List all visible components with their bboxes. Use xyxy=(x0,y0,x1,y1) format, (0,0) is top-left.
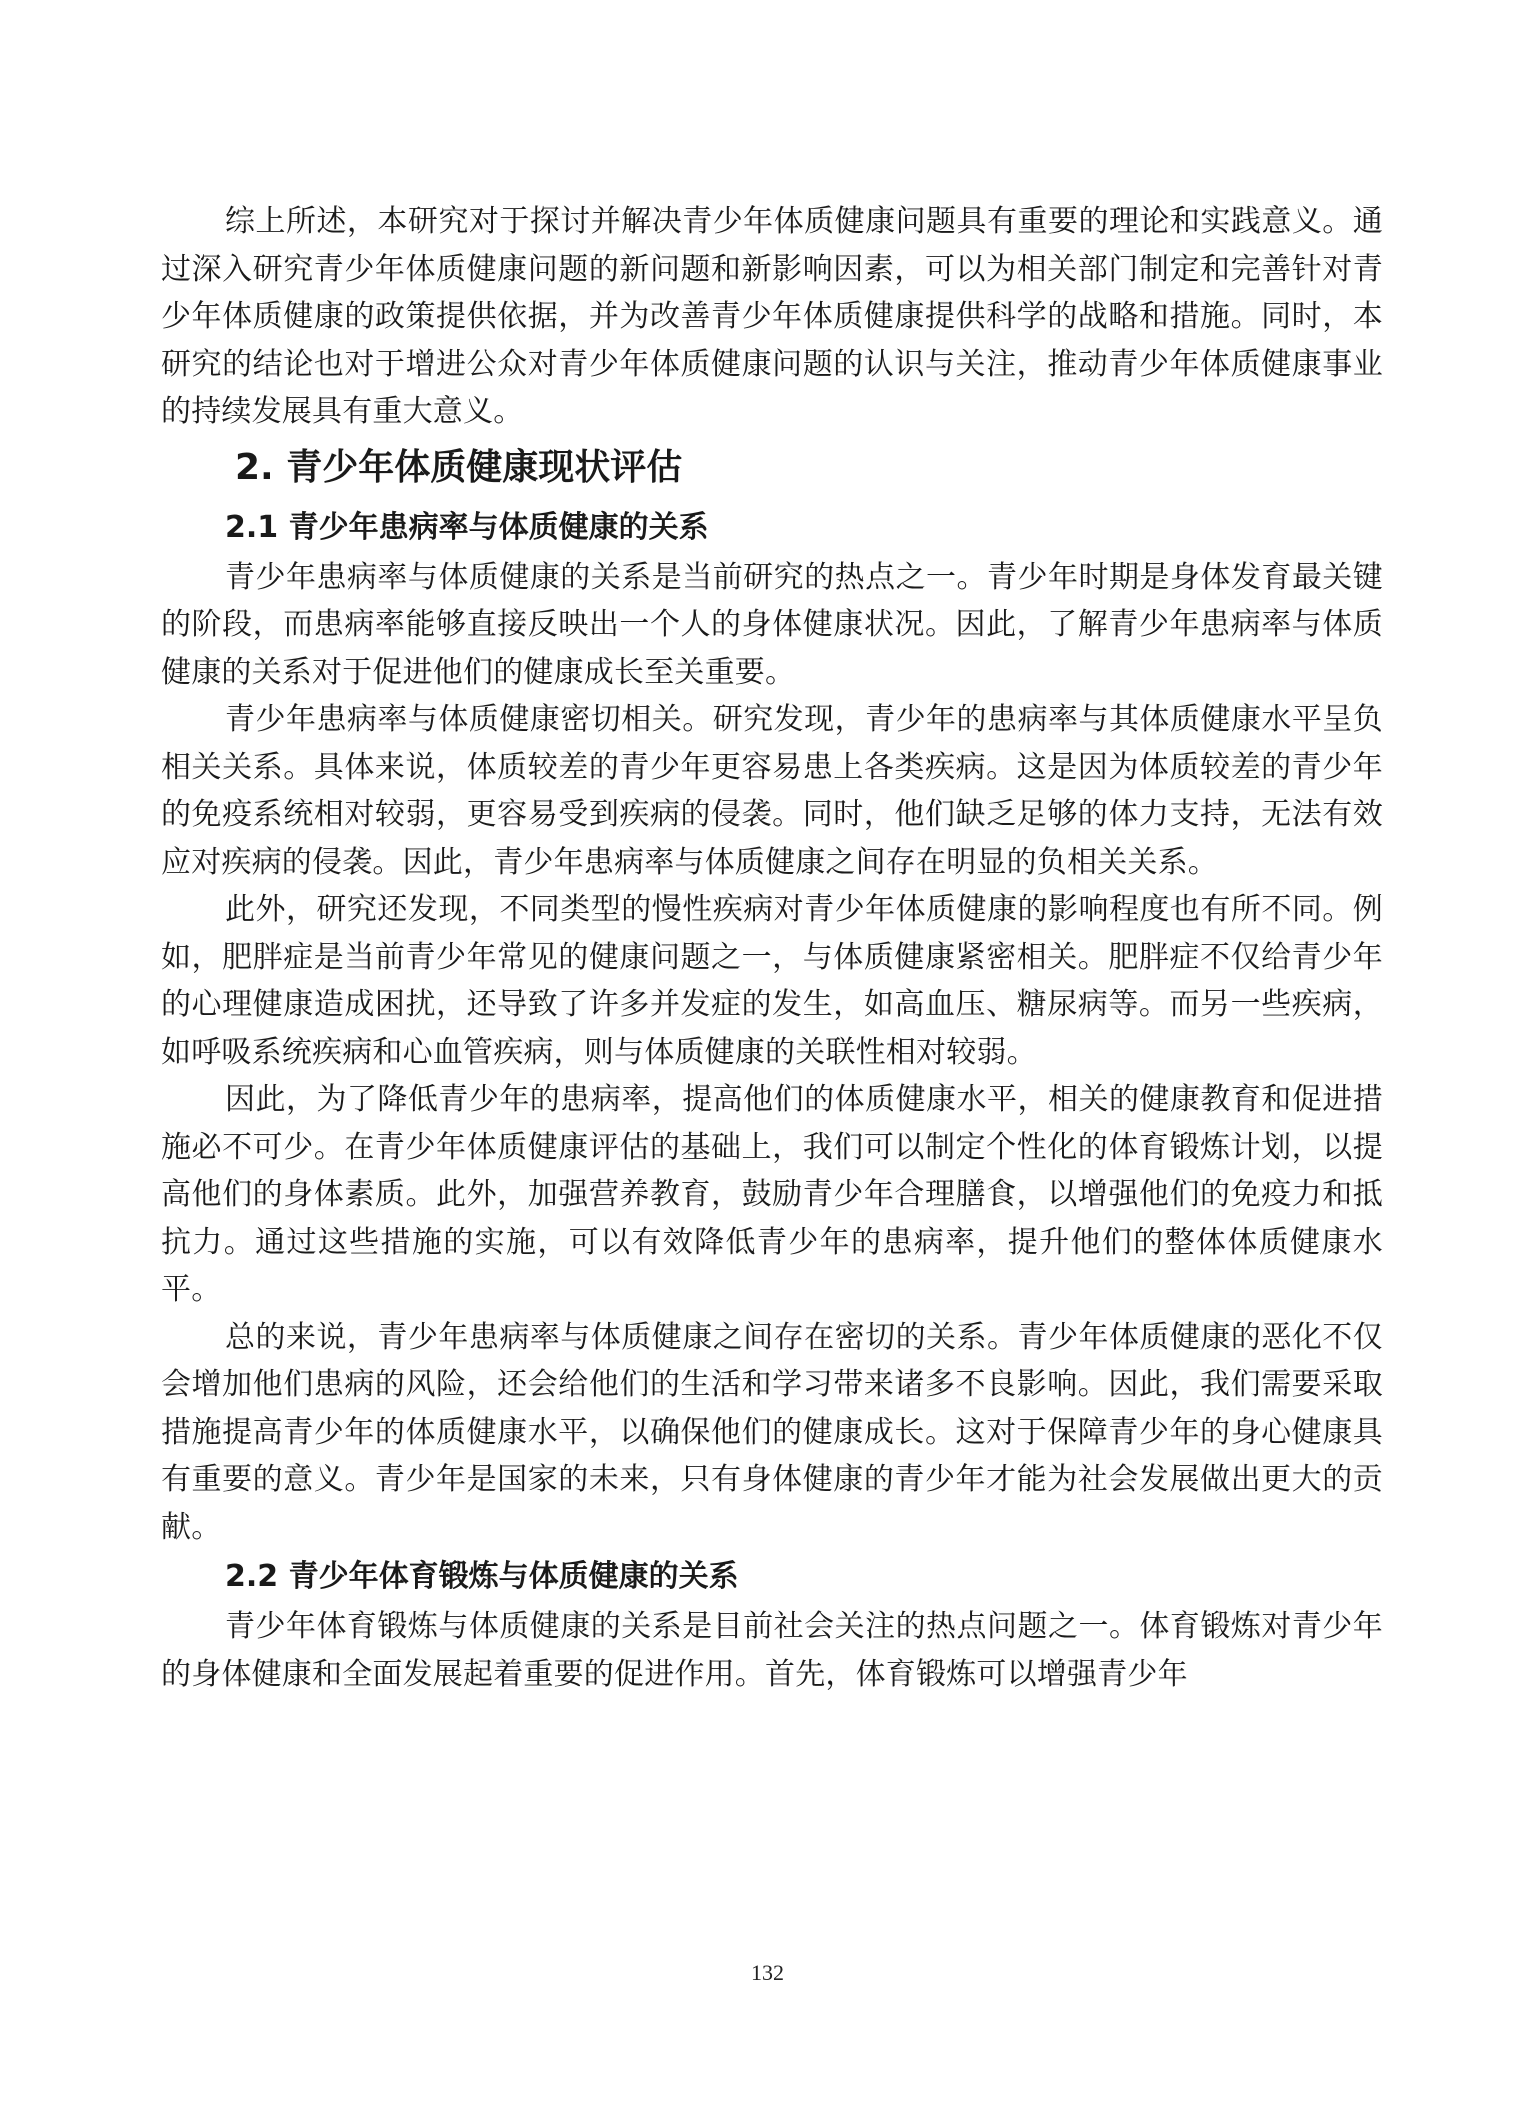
section-2-1-paragraph-5: 总的来说，青少年患病率与体质健康之间存在密切的关系。青少年体质健康的恶化不仅会增加他们患病的风险，还会给他们的生活和学习带来诸多不良影响。因此，我们需要采取措施提高青少年的体质健康水平，以确保他们的健康成长。这对于保障青少年的身心健康具有重要的意义。青少年是国家的未来，只有身体健康的青少年才能为社会发展做出更大的贡献。 xyxy=(161,1319,1383,1545)
section-2-2-paragraph-1: 青少年体育锻炼与体质健康的关系是目前社会关注的热点问题之一。体育锻炼对青少年的身体健康和全面发展起着重要的促进作用。首先，体育锻炼可以增强青少年 xyxy=(161,1609,1383,1692)
section-2-1-paragraph-1: 青少年患病率与体质健康的关系是当前研究的热点之一。青少年时期是身体发育最关键的阶段，而患病率能够直接反映出一个人的身体健康状况。因此，了解青少年患病率与体质健康的关系对于促进他们的健康成长至关重要。 xyxy=(161,559,1383,690)
section-2-1-paragraph-3: 此外，研究还发现，不同类型的慢性疾病对青少年体质健康的影响程度也有所不同。例如，肥胖症是当前青少年常见的健康问题之一，与体质健康紧密相关。肥胖症不仅给青少年的心理健康造成困扰，还导致了许多并发症的发生，如高血压、糖尿病等。而另一些疾病，如呼吸系统疾病和心血管疾病，则与体质健康的关联性相对较弱。 xyxy=(161,892,1383,1070)
page-number: 132 xyxy=(751,1960,784,1985)
section-2-2-heading: 2.2 青少年体育锻炼与体质健康的关系 xyxy=(225,1559,739,1594)
section-2-1-paragraph-4: 因此，为了降低青少年的患病率，提高他们的体质健康水平，相关的健康教育和促进措施必不可少。在青少年体质健康评估的基础上，我们可以制定个性化的体育锻炼计划，以提高他们的身体素质。此外，加强营养教育，鼓励青少年合理膳食，以增强他们的免疫力和抵抗力。通过这些措施的实施，可以有效降低青少年的患病率，提升他们的整体体质健康水平。 xyxy=(161,1082,1383,1307)
intro-paragraph: 综上所述，本研究对于探讨并解决青少年体质健康问题具有重要的理论和实践意义。通过深入研究青少年体质健康问题的新问题和新影响因素，可以为相关部门制定和完善针对青少年体质健康的政策提供依据，并为改善青少年体质健康提供科学的战略和措施。同时，本研究的结论也对于增进公众对青少年体质健康问题的认识与关注，推动青少年体质健康事业的持续发展具有重大意义。 xyxy=(161,204,1383,429)
section-2-1-paragraph-2: 青少年患病率与体质健康密切相关。研究发现，青少年的患病率与其体质健康水平呈负相关关系。具体来说，体质较差的青少年更容易患上各类疾病。这是因为体质较差的青少年的免疫系统相对较弱，更容易受到疾病的侵袭。同时，他们缺乏足够的体力支持，无法有效应对疾病的侵袭。因此，青少年患病率与体质健康之间存在明显的负相关关系。 xyxy=(161,702,1383,880)
section-2-1-heading: 2.1 青少年患病率与体质健康的关系 xyxy=(225,509,709,545)
page-content xyxy=(161,198,1383,1698)
section-2-heading: 2. 青少年体质健康现状评估 xyxy=(235,446,683,488)
